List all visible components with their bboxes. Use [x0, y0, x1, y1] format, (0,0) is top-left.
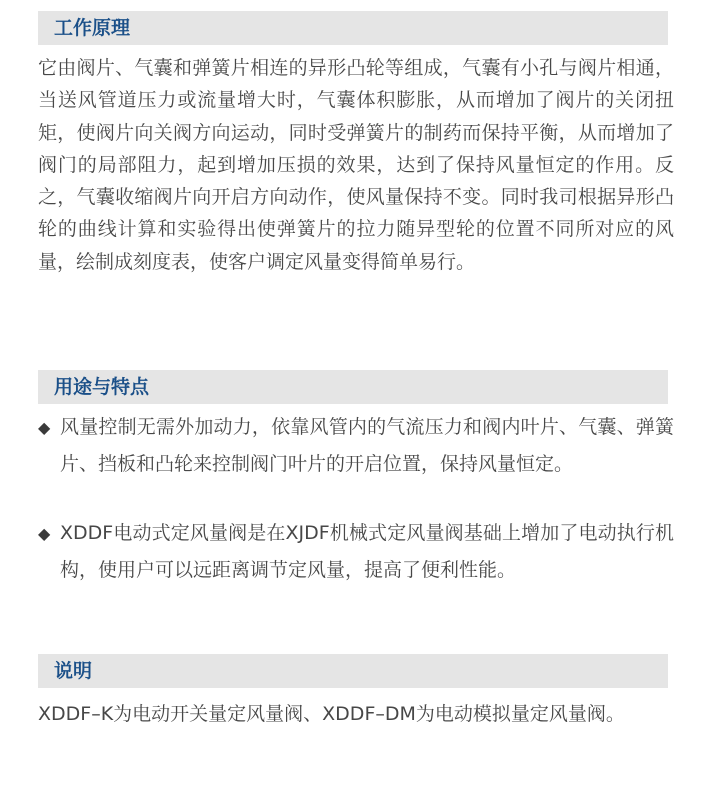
feature-bullet — [38, 515, 674, 589]
section-title: 工作原理 — [54, 17, 131, 39]
section-header-notes — [38, 654, 668, 688]
section-title: 说明 — [54, 660, 93, 682]
section-header-working-principle — [38, 11, 668, 45]
feature-bullet — [38, 409, 674, 483]
diamond-bullet-icon: ◆ — [38, 418, 51, 437]
section-title: 用途与特点 — [54, 376, 150, 398]
section-header-uses-features — [38, 370, 668, 404]
diamond-bullet-icon: ◆ — [38, 524, 51, 543]
working-principle-paragraph: 它由阀片、气囊和弹簧片相连的异形凸轮等组成，气囊有小孔与阀片相通，当送风管道压力或流量增大时，气囊体积膨胀，从而增加了阀片的关闭扭矩，使阀片向关阀方向运动，同时受弹簧片的制药而保持平衡，从而增加了阀门的局部阻力，起到增加压损的效果，达到了保持风量恒定的作用。反之，气囊收缩阀片向开启方向动作，使风量保持不变。同时我司根据异形凸轮的曲线计算和实验得出使弹簧片的拉力随异型轮的位置不同所对应的风量，绘制成刻度表，使客户调定风量变得简单易行。 — [38, 57, 674, 273]
notes-paragraph: XDDF–K为电动开关量定风量阀、XDDF–DM为电动模拟量定风量阀。 — [38, 703, 625, 725]
feature-bullet-text: 风量控制无需外加动力，依靠风管内的气流压力和阀内叶片、气囊、弹簧片、挡板和凸轮来控制阀门叶片的开启位置，保持风量恒定。 — [60, 416, 674, 475]
feature-bullet-text: XDDF电动式定风量阀是在XJDF机械式定风量阀基础上增加了电动执行机构，使用户可以远距离调节定风量，提高了便利性能。 — [60, 522, 674, 581]
